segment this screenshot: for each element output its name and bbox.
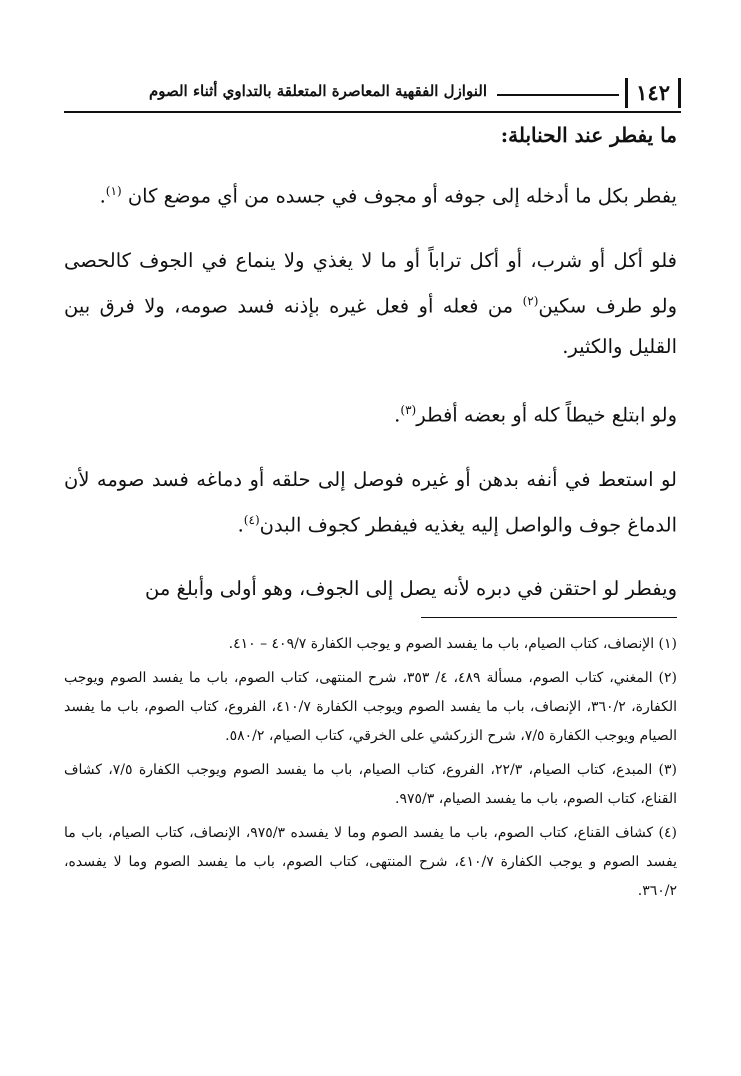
paragraph-3-text: ولو ابتلع خيطاً كله أو بعضه أفطر	[416, 403, 677, 427]
paragraph-2-text-a: فلو أكل أو شرب، أو أكل تراباً أو ما لا يغذي ولا ينماع في الجوف كالحصى ولو طرف سكين	[64, 248, 677, 317]
footnote-ref-3: (٣)	[400, 403, 417, 417]
paragraph-4-end: .	[237, 513, 244, 536]
running-header	[64, 78, 681, 114]
paragraph-5-text: ويفطر لو احتقن في دبره لأنه يصل إلى الجوف، وهو أولى وأبلغ من	[144, 577, 677, 600]
footnote-ref-1: (١)	[105, 184, 122, 198]
paragraph-1	[64, 171, 677, 217]
section-heading: ما يفطر عند الحنابلة:	[500, 123, 677, 147]
footnotes	[64, 630, 677, 911]
paragraph-2-text-b: من فعله أو فعل غيره بإذنه فسد صومه، ولا فرق بين القليل والكثير.	[64, 294, 677, 358]
footnote-ref-2: (٢)	[522, 293, 539, 308]
footnote-divider	[421, 617, 677, 618]
paragraph-3-end: .	[394, 403, 401, 427]
paragraph-4	[64, 459, 677, 546]
paragraph-2	[64, 240, 677, 368]
footnote-2: (٢) المغني، كتاب الصوم، مسألة ٤٨٩، ٤/ ٣٥٣، شرح المنتهى، كتاب الصوم، باب ما يفسد الصوم ويوجب الكفارة، ٣٦٠/٢، الإنصاف، باب ما يفسد الصوم ويوجب الكفارة ٤١٠/٧، الفروع، كتاب الصوم، باب ما يفسد الصيام ويوجب الكفارة ٧/٥، شرح الزركشي على الخرقي، كتاب الصيام، ٥٨٠/٢.	[64, 670, 678, 744]
paragraph-1-end: .	[99, 184, 106, 208]
footnote-4: (٤) كشاف القناع، كتاب الصوم، باب ما يفسد الصوم وما لا يفسده ٩٧٥/٣، الإنصاف، كتاب الصيام، باب ما يفسد الصوم و يوجب الكفارة ٤١٠/٧، شرح المنتهى، كتاب الصوم، باب ما يفسد الصوم وما لا يفسده، ٣٦٠/٢.	[64, 825, 677, 899]
running-title: النوازل الفقهية المعاصرة المتعلقة بالتداوي أثناء الصوم	[148, 82, 487, 100]
footnote-ref-4: (٤)	[243, 512, 260, 527]
page-number: ١٤٢	[625, 78, 681, 108]
paragraph-5	[64, 568, 677, 609]
header-underline	[64, 111, 681, 113]
footnote-1: (١) الإنصاف، كتاب الصيام، باب ما يفسد الصوم و يوجب الكفارة ٤٠٩/٧ – ٤١٠.	[228, 636, 677, 652]
paragraph-4-text: لو استعط في أنفه بدهن أو غيره فوصل إلى حلقه أو دماغه فسد صومه لأن الدماغ جوف والواصل إليه يغذيه فيفطر كجوف البدن	[64, 467, 677, 536]
paragraph-1-text: يفطر بكل ما أدخله إلى جوفه أو مجوف في جسده من أي موضع كان	[127, 184, 677, 208]
header-rule	[497, 94, 619, 96]
main-text	[64, 123, 677, 632]
footnote-3: (٣) المبدع، كتاب الصيام، ٢٢/٣، الفروع، كتاب الصيام، باب ما يفسد الصوم ويوجب الكفارة ٧/٥، كشاف القناع، كتاب الصوم، باب ما يفسد الصيام، ٩٧٥/٣.	[64, 762, 677, 807]
paragraph-3	[64, 390, 677, 436]
